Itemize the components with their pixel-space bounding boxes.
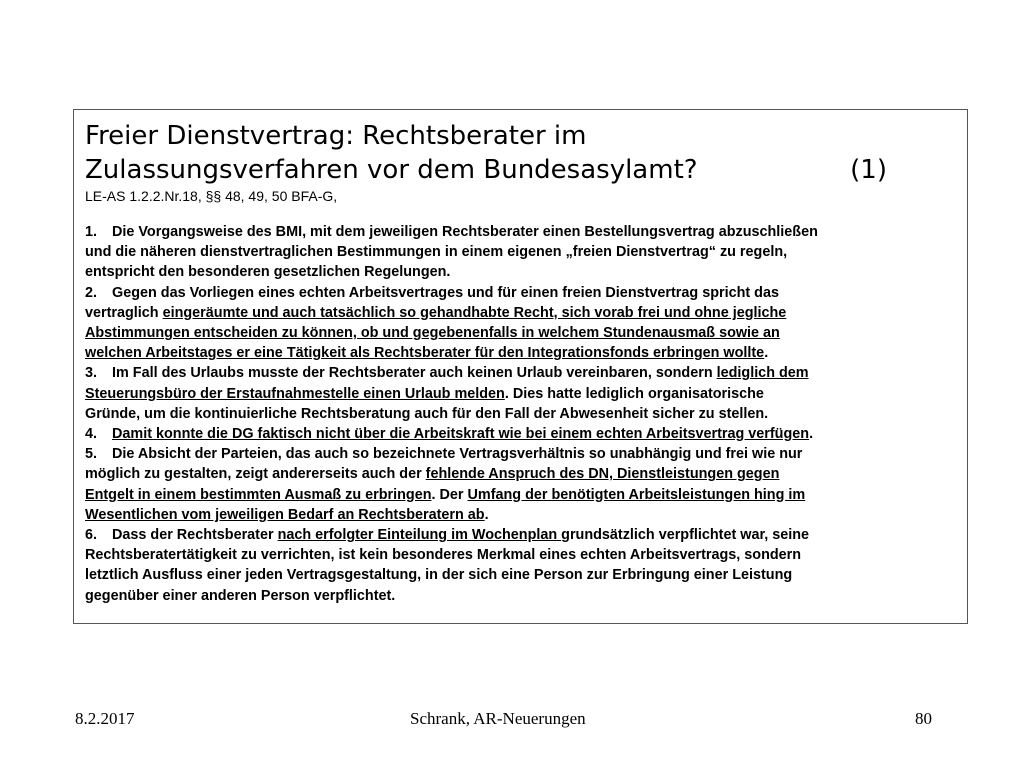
footer-page-number: 80 <box>915 709 932 728</box>
text-line <box>85 283 957 303</box>
underlined-text: Wesentlichen vom jeweiligen Bedarf an Rechtsberatern ab <box>85 506 485 523</box>
text-segment: vertraglich <box>85 304 163 321</box>
underlined-text: fehlende Anspruch des DN, Dienstleistungen gegen <box>425 466 780 483</box>
footer-date: 8.2.2017 <box>75 709 135 728</box>
legal-reference: LE-AS 1.2.2.Nr.18, §§ 48, 49, 50 BFA-G, <box>85 188 338 204</box>
numbered-list <box>85 222 957 606</box>
text-line <box>85 464 957 484</box>
text-segment: . Der <box>431 486 468 503</box>
underlined-text: Damit konnte die DG faktisch nicht über die Arbeitskraft wie bei einem echten Arbeitsvertrag verfügen <box>112 426 810 443</box>
slide-title-line-2 <box>85 153 957 187</box>
list-item <box>85 222 957 283</box>
text-line <box>85 323 957 343</box>
text-segment: entspricht den besonderen gesetzlichen Regelungen. <box>85 264 451 281</box>
underlined-text: lediglich dem <box>716 365 809 382</box>
item-number: 4. <box>85 426 98 443</box>
text-line <box>85 525 957 545</box>
text-segment: Die Vorgangsweise des BMI, mit dem jeweiligen Rechtsberater einen Bestellungsvertrag abzuschließen <box>112 224 818 240</box>
text-line <box>85 424 957 444</box>
text-line <box>85 343 957 363</box>
text-line <box>85 545 957 565</box>
text-segment: Gründe, um die kontinuierliche Rechtsberatung auch für den Fall der Abwesenheit sicher zu stellen. <box>85 405 769 422</box>
text-segment: gegenüber einer anderen Person verpflichtet. <box>85 587 396 604</box>
content-box <box>73 109 968 624</box>
item-number: 1. <box>85 224 98 240</box>
text-line <box>85 444 957 464</box>
text-line <box>85 485 957 505</box>
underlined-text: nach erfolgter Einteilung im Wochenplan <box>277 527 562 544</box>
list-item <box>85 444 957 525</box>
title-text-1: Freier Dienstvertrag: Rechtsberater im <box>85 121 587 151</box>
item-number: 5. <box>85 446 98 463</box>
list-item <box>85 283 957 364</box>
text-line <box>85 505 957 525</box>
item-number: 6. <box>85 527 98 544</box>
underlined-text: Abstimmungen entscheiden zu können, ob und gegebenenfalls in welchem Stundenausmaß sowie an <box>85 325 780 342</box>
underlined-text: welchen Arbeitstages er eine Tätigkeit als Rechtsberater für den Integrationsfonds erbringen wollte <box>85 345 765 362</box>
text-segment: . <box>809 426 814 443</box>
list-item <box>85 424 957 444</box>
list-item <box>85 525 957 606</box>
underlined-text: Steuerungsbüro der Erstaufnahmestelle einen Urlaub melden <box>85 385 505 402</box>
text-segment: Gegen das Vorliegen eines echten Arbeitsvertrages und für einen freien Dienstvertrag spricht das <box>112 284 779 301</box>
text-segment: Rechtsberatertätigkeit zu verrichten, ist kein besonderes Merkmal eines echten Arbeitsvertrags, sondern <box>85 547 802 564</box>
slide-title-line-1 <box>85 119 957 153</box>
title-text-2: Zulassungsverfahren vor dem Bundesasylamt? <box>85 155 698 185</box>
underlined-text: Entgelt in einem bestimmten Ausmaß zu erbringen <box>85 486 432 503</box>
item-number: 2. <box>85 284 98 301</box>
underlined-text: Umfang der benötigten Arbeitsleistungen hing im <box>467 486 806 503</box>
text-segment: Im Fall des Urlaubs musste der Rechtsberater auch keinen Urlaub vereinbaren, sondern <box>112 365 717 382</box>
text-line <box>85 565 957 585</box>
text-segment: Dass der Rechtsberater <box>112 527 278 544</box>
text-segment: grundsätzlich verpflichtet war, seine <box>561 527 810 544</box>
text-line <box>85 586 957 606</box>
text-line <box>85 363 957 383</box>
text-line <box>85 384 957 404</box>
title-number: (1) <box>850 155 887 185</box>
text-segment: letztlich Ausfluss einer jeden Vertragsgestaltung, in der sich eine Person zur Erbringung einer Leistung <box>85 567 793 584</box>
text-segment: und die näheren dienstvertraglichen Bestimmungen in einem eigenen „freien Dienstvertrag“ zu regeln, <box>85 244 788 261</box>
footer-author: Schrank, AR-Neuerungen <box>410 709 586 728</box>
text-segment: Die Absicht der Parteien, das auch so bezeichnete Vertragsverhältnis so unabhängig und frei wie nur <box>112 446 803 463</box>
text-segment: . Dies hatte lediglich organisatorische <box>504 385 764 402</box>
text-segment: möglich zu gestalten, zeigt andererseits auch der <box>85 466 426 483</box>
underlined-text: eingeräumte und auch tatsächlich so gehandhabte Recht, sich vorab frei und ohne jegliche <box>162 304 787 321</box>
list-item <box>85 363 957 424</box>
text-segment: . <box>764 345 769 362</box>
text-line <box>85 404 957 424</box>
text-line <box>85 222 957 242</box>
text-line <box>85 242 957 262</box>
text-segment: . <box>484 506 489 523</box>
text-line <box>85 303 957 323</box>
text-line <box>85 262 957 282</box>
item-number: 3. <box>85 365 98 382</box>
